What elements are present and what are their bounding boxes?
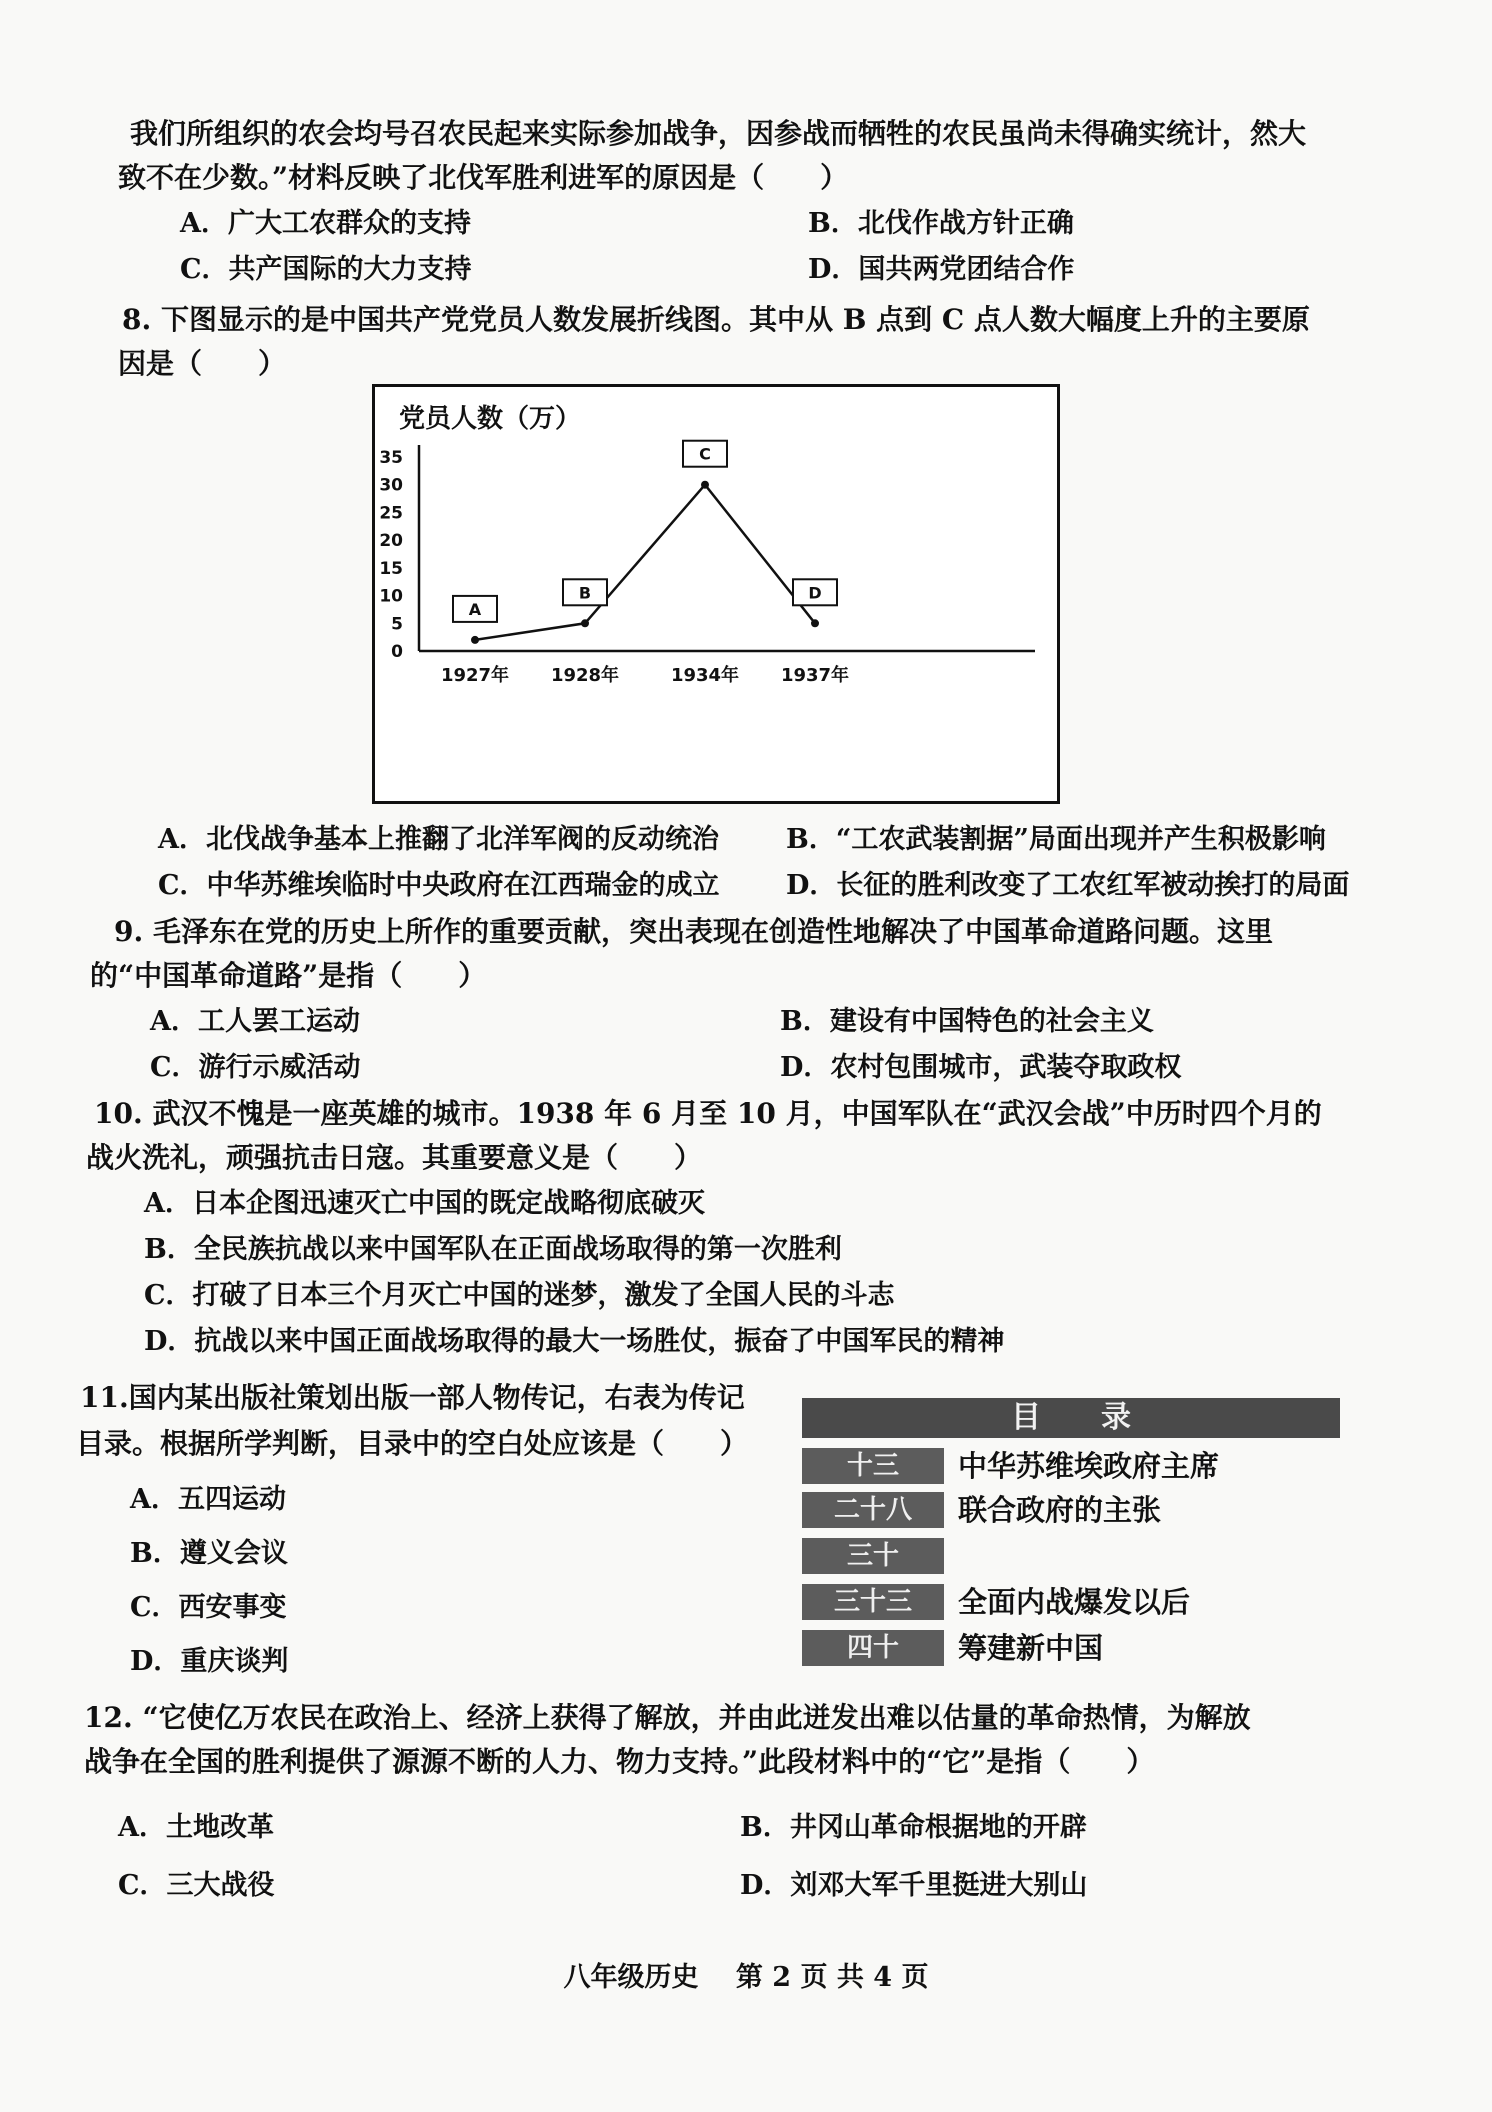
toc-header: 目录 [802, 1398, 1340, 1438]
membership-line [475, 485, 815, 640]
point-label: B [578, 583, 592, 603]
footer-page-number: 第 2 页 共 4 页 [735, 1962, 929, 1993]
toc-chapter-number: 二十八 [802, 1492, 944, 1528]
toc-chapter-number: 四十 [802, 1630, 944, 1666]
chart-title: 党员人数（万） [399, 404, 582, 434]
biography-table-of-contents [802, 1398, 1340, 1672]
q11-stem-line-2: 目录。根据所学判断，目录中的空白处应该是（ ） [76, 1427, 749, 1460]
q12-option-c: C．三大战役 [118, 1870, 275, 1901]
q10-option-a: A．日本企图迅速灭亡中国的既定战略彻底破灭 [144, 1188, 705, 1219]
q10-option-b: B．全民族抗战以来中国军队在正面战场取得的第一次胜利 [144, 1234, 842, 1265]
q9-option-d: D．农村包围城市，武装夺取政权 [780, 1052, 1182, 1083]
q8-stem-line-1: 8. 下图显示的是中国共产党党员人数发展折线图。其中从 B 点到 C 点人数大幅度上升的主要原 [122, 303, 1310, 336]
y-tick-label: 25 [379, 503, 403, 524]
q8-option-c: C．中华苏维埃临时中央政府在江西瑞金的成立 [158, 870, 720, 901]
toc-row [802, 1626, 1340, 1670]
q9-option-b: B．建设有中国特色的社会主义 [780, 1006, 1154, 1037]
q7-option-d: D．国共两党团结合作 [808, 254, 1075, 285]
page-footer [0, 1960, 1492, 1996]
q7-option-b: B．北伐作战方针正确 [808, 208, 1074, 239]
toc-row [802, 1580, 1340, 1624]
y-tick-label: 15 [379, 558, 403, 579]
q12-stem-line-1: 12. “它使亿万农民在政治上、经济上获得了解放，并由此迸发出难以估量的革命热情，为解放 [84, 1701, 1251, 1734]
q7-stem-line-2: 致不在少数。”材料反映了北伐军胜利进军的原因是（ ） [118, 161, 849, 194]
party-membership-chart [372, 384, 1060, 804]
toc-chapter-title: 筹建新中国 [958, 1631, 1104, 1665]
q8-option-a: A．北伐战争基本上推翻了北洋军阀的反动统治 [158, 824, 719, 855]
q8-option-d: D．长征的胜利改变了工农红军被动挨打的局面 [786, 870, 1350, 901]
x-tick-label: 1928年 [550, 665, 620, 686]
data-point [471, 636, 479, 644]
x-tick-label: 1927年 [440, 665, 510, 686]
q10-option-d: D．抗战以来中国正面战场取得的最大一场胜仗，振奋了中国军民的精神 [144, 1326, 1005, 1357]
q12-option-a: A．土地改革 [118, 1812, 274, 1843]
footer-subject: 八年级历史 [563, 1962, 699, 1993]
data-point [811, 619, 819, 627]
y-tick-label: 35 [379, 448, 403, 468]
q9-stem-line-1: 9. 毛泽东在党的历史上所作的重要贡献，突出表现在创造性地解决了中国革命道路问题。这里 [114, 915, 1273, 948]
q11-option-d: D．重庆谈判 [130, 1646, 289, 1677]
q8-option-b: B．“工农武装割据”局面出现并产生积极影响 [786, 824, 1326, 855]
q11-option-b: B．遵义会议 [130, 1538, 288, 1569]
toc-chapter-number: 三十 [802, 1538, 944, 1574]
q12-option-b: B．井冈山革命根据地的开辟 [740, 1812, 1087, 1843]
y-tick-label: 20 [379, 531, 403, 552]
q7-stem-line-1: 我们所组织的农会均号召农民起来实际参加战争，因参战而牺牲的农民虽尚未得确实统计，然大 [130, 117, 1307, 150]
data-point [581, 619, 589, 627]
y-tick-label: 10 [379, 586, 403, 607]
toc-chapter-title: 联合政府的主张 [958, 1493, 1162, 1527]
y-tick-label: 5 [391, 614, 403, 635]
q8-stem-line-2: 因是（ ） [118, 347, 287, 380]
q7-option-a: A．广大工农群众的支持 [180, 208, 471, 239]
toc-chapter-number: 三十三 [802, 1584, 944, 1620]
toc-row [802, 1534, 1340, 1578]
y-tick-label: 30 [379, 475, 403, 496]
toc-row [802, 1488, 1340, 1532]
q9-stem-line-2: 的“中国革命道路”是指（ ） [90, 959, 487, 992]
q7-option-c: C．共产国际的大力支持 [180, 254, 472, 285]
line-chart-svg [375, 387, 1057, 801]
q9-option-a: A．工人罢工运动 [150, 1006, 360, 1037]
point-label: D [808, 583, 822, 603]
q11-option-c: C．西安事变 [130, 1592, 287, 1623]
point-label: A [468, 599, 482, 619]
y-tick-label: 0 [391, 642, 403, 662]
point-label: C [699, 444, 711, 464]
q10-option-c: C．打破了日本三个月灭亡中国的迷梦，激发了全国人民的斗志 [144, 1280, 895, 1311]
q11-option-a: A．五四运动 [130, 1484, 286, 1515]
toc-chapter-title: 中华苏维埃政府主席 [958, 1449, 1220, 1483]
toc-chapter-title: 全面内战爆发以后 [958, 1585, 1191, 1619]
x-tick-label: 1937年 [780, 665, 850, 686]
q9-option-c: C．游行示威活动 [150, 1052, 361, 1083]
toc-row [802, 1444, 1340, 1488]
q10-stem-line-1: 10. 武汉不愧是一座英雄的城市。1938 年 6 月至 10 月，中国军队在“武汉会战”中历时四个月的 [94, 1097, 1322, 1130]
x-tick-label: 1934年 [670, 665, 740, 686]
q12-option-d: D．刘邓大军千里挺进大别山 [740, 1870, 1088, 1901]
q11-stem-line-1: 11.国内某出版社策划出版一部人物传记，右表为传记 [80, 1381, 745, 1414]
q10-stem-line-2: 战火洗礼，顽强抗击日寇。其重要意义是（ ） [86, 1141, 703, 1174]
q12-stem-line-2: 战争在全国的胜利提供了源源不断的人力、物力支持。”此段材料中的“它”是指（ ） [84, 1745, 1155, 1778]
toc-chapter-number: 十三 [802, 1448, 944, 1484]
data-point [701, 481, 709, 489]
